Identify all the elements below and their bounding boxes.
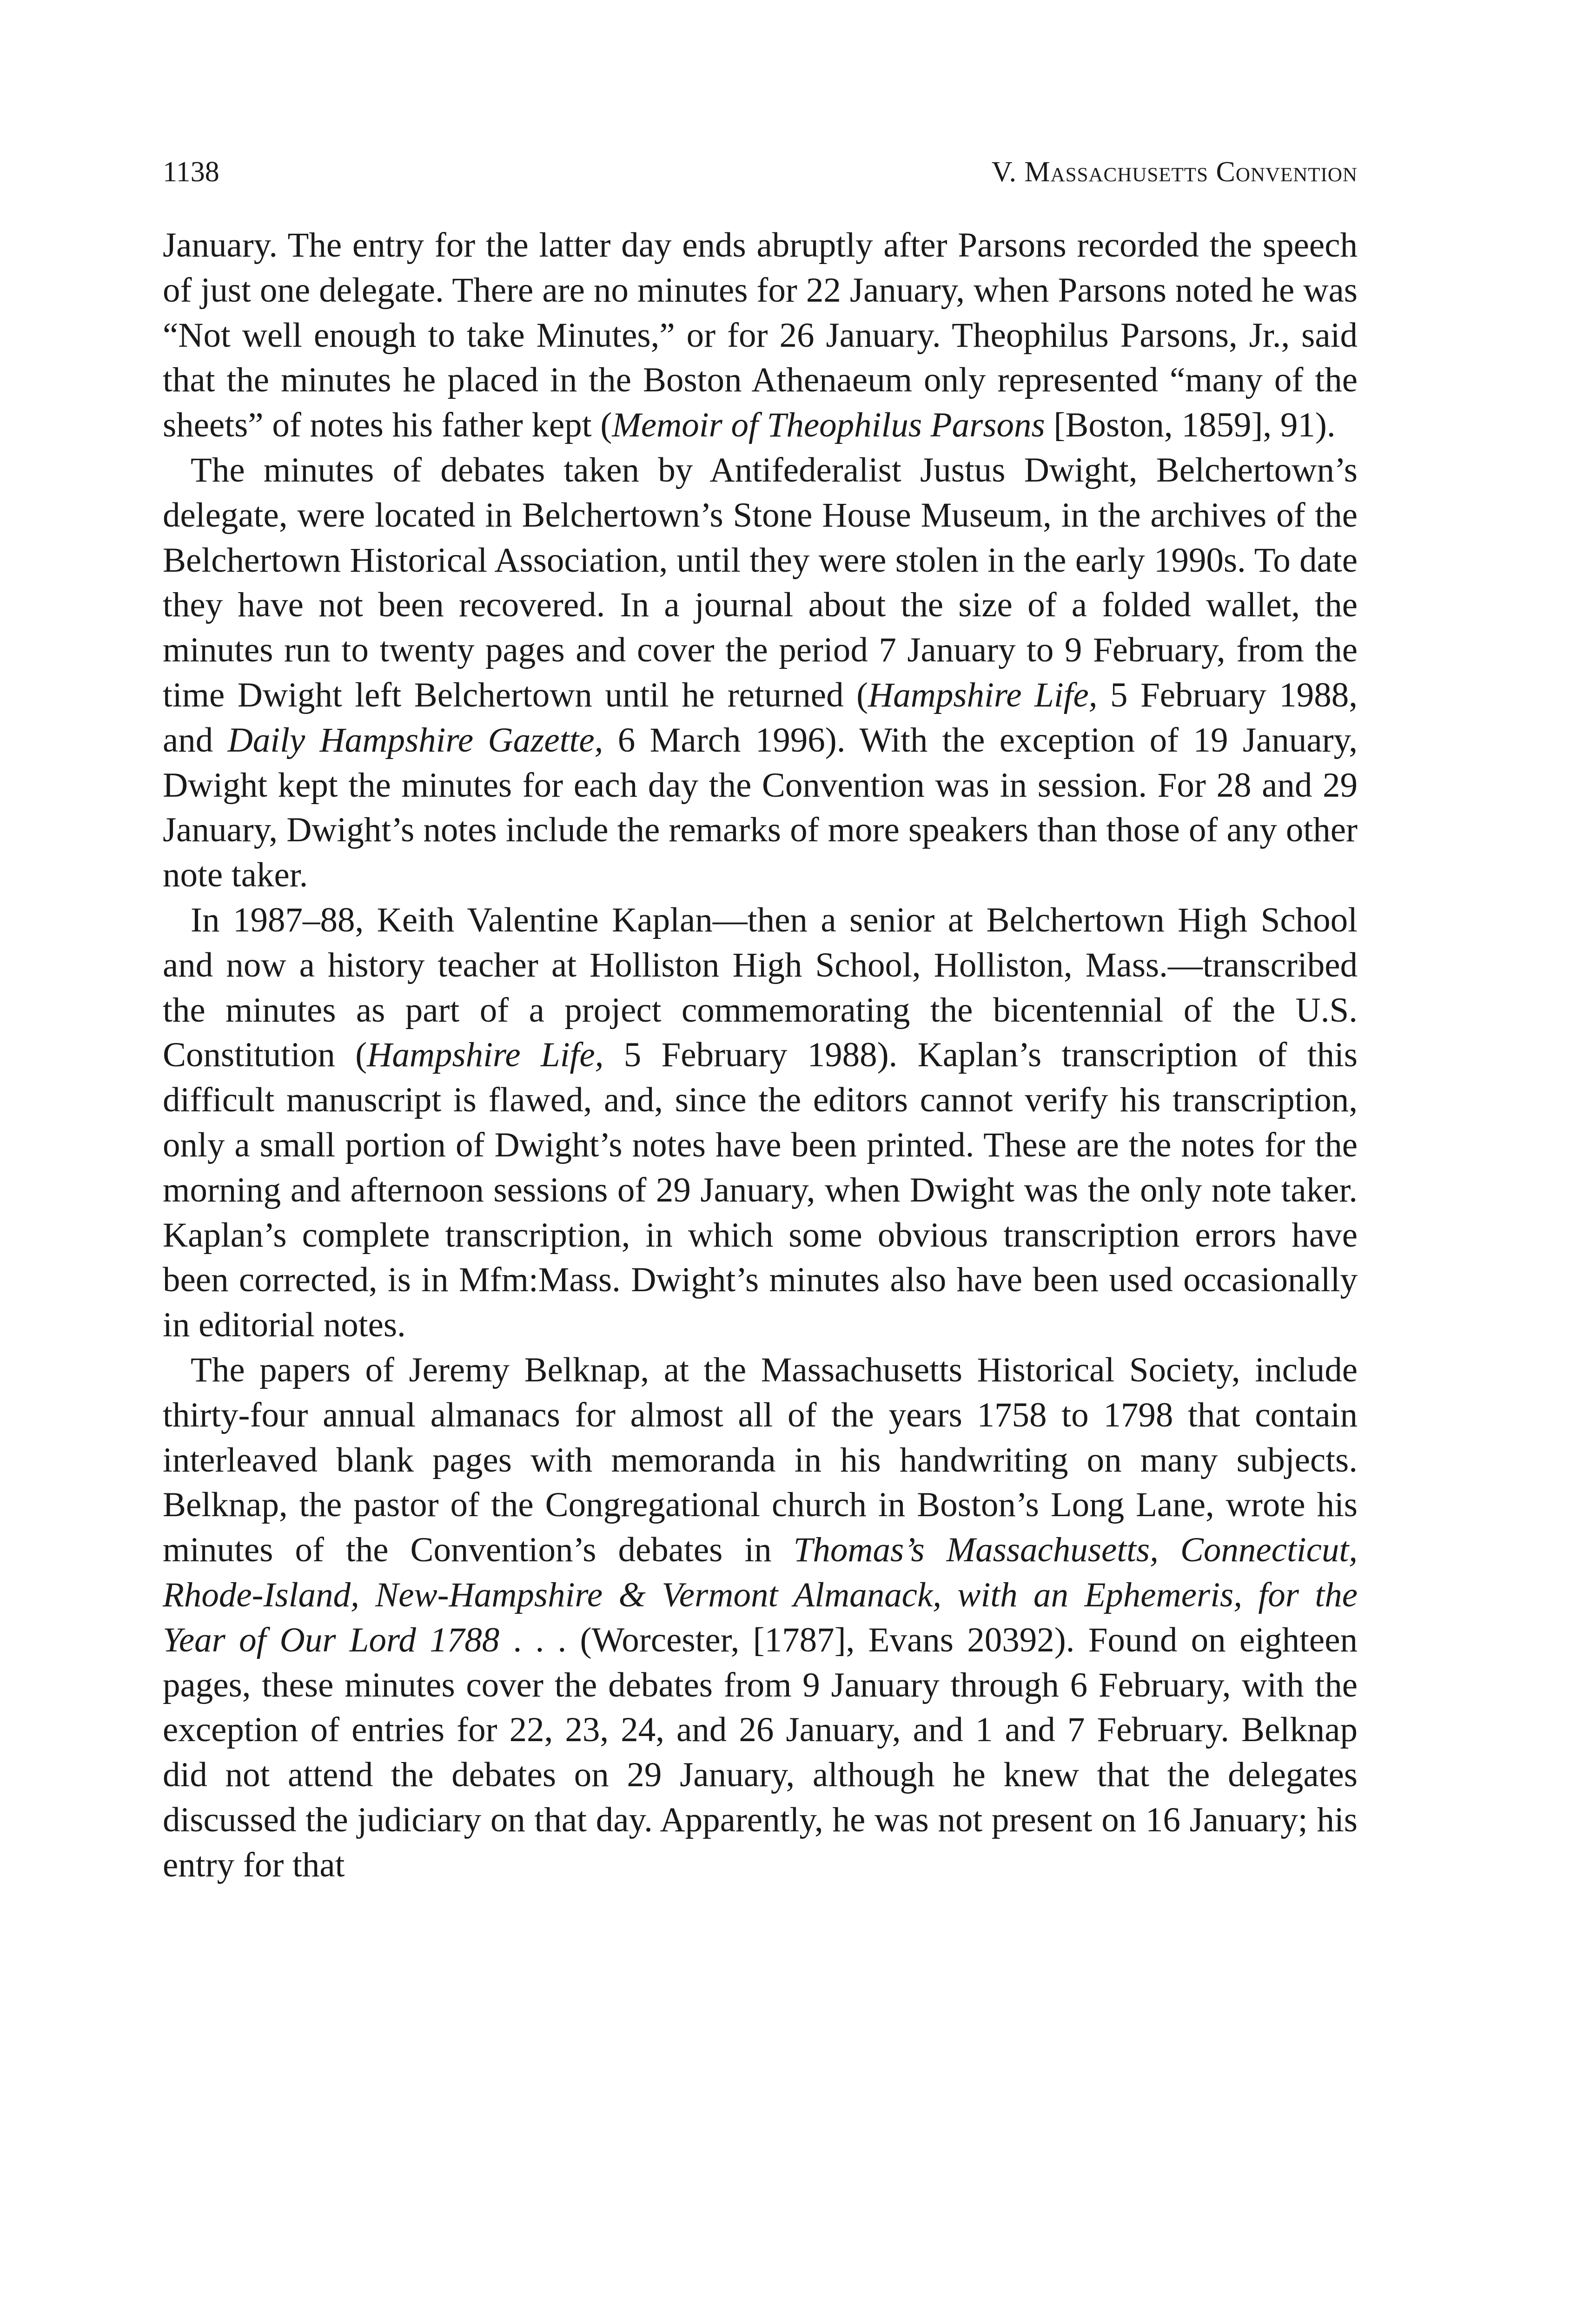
text-run: January. The entry for the latter day ends abruptly after Parsons recorded the speech of just one delegate. There are no minutes for 22 January, when Parsons noted he was “Not well enough to take Minutes,” or for 26 January. Theophilus Parsons, Jr., said that the minutes he placed in the Boston Athenaeum only represented “many of the sheets” of notes his father kept (: [163, 226, 1358, 445]
italic-title: Memoir of Theophilus Parsons: [612, 406, 1045, 445]
paragraph: [163, 223, 1358, 448]
running-head: [163, 149, 1358, 195]
page-number: 1138: [163, 156, 219, 188]
document-page: [163, 149, 1358, 1888]
italic-title: Hampshire Life,: [367, 1036, 604, 1075]
text-run: In 1987–88, Keith Valentine Kaplan—then a senior at Belchertown High School and now a history teacher at Holliston High School, Holliston, Mass.—transcribed the minutes as part of a project commemorating the bicentennial of the U.S. Constitution (: [163, 900, 1358, 1075]
body-text: [163, 223, 1358, 1888]
italic-title: Hampshire Life,: [868, 675, 1098, 714]
text-run: The minutes of debates taken by Antifederalist Justus Dwight, Belchertown’s delegate, were located in Belchertown’s Stone House Museum, in the archives of the Belchertown Historical Association, until they were stolen in the early 1990s. To date they have not been recovered. In a journal about the size of a folded wallet, the minutes run to twenty pages and cover the period 7 January to 9 February, from the time Dwight left Belchertown until he returned (: [163, 450, 1358, 714]
paragraph: [163, 898, 1358, 1348]
text-run: 6 March 1996). With the exception of 19 January, Dwight kept the minutes for each day the Convention was in session. For 28 and 29 January, Dwight’s notes include the remarks of more speakers than those of any other note taker.: [163, 720, 1358, 895]
paragraph: [163, 448, 1358, 898]
text-run: [Boston, 1859], 91).: [1045, 406, 1336, 445]
text-run: 5 February 1988, and: [163, 675, 1358, 759]
italic-title: Thomas’s Massachusetts, Connecticut, Rhode-Island, New-Hampshire & Vermont Almanack, with an Ephemeris, for the Year of Our Lord 1788: [163, 1531, 1358, 1659]
text-run: The papers of Jeremy Belknap, at the Massachusetts Historical Society, include thirty-four annual almanacs for almost all of the years 1758 to 1798 that contain interleaved blank pages with memoranda in his handwriting on many subjects. Belknap, the pastor of the Congregational church in Boston’s Long Lane, wrote his minutes of the Convention’s debates in: [163, 1350, 1358, 1570]
text-run: . . . (Worcester, [1787], Evans 20392). Found on eighteen pages, these minutes cover the debates from 9 January through 6 February, with the exception of entries for 22, 23, 24, and 26 January, and 1 and 7 February. Belknap did not attend the debates on 29 January, although he knew that the delegates discussed the judiciary on that day. Apparently, he was not present on 16 January; his entry for that: [163, 1620, 1358, 1884]
running-title: V. Massachusetts Convention: [991, 156, 1358, 188]
text-run: 5 February 1988). Kaplan’s transcription of this difficult manuscript is flawed, and, since the editors cannot verify his transcription, only a small portion of Dwight’s notes have been printed. These are the notes for the morning and afternoon sessions of 29 January, when Dwight was the only note taker. Kaplan’s complete transcription, in which some obvious transcription errors have been corrected, is in Mfm:Mass. Dwight’s minutes also have been used occasionally in editorial notes.: [163, 1036, 1358, 1345]
italic-title: Daily Hampshire Gazette,: [227, 720, 603, 759]
paragraph: [163, 1348, 1358, 1888]
